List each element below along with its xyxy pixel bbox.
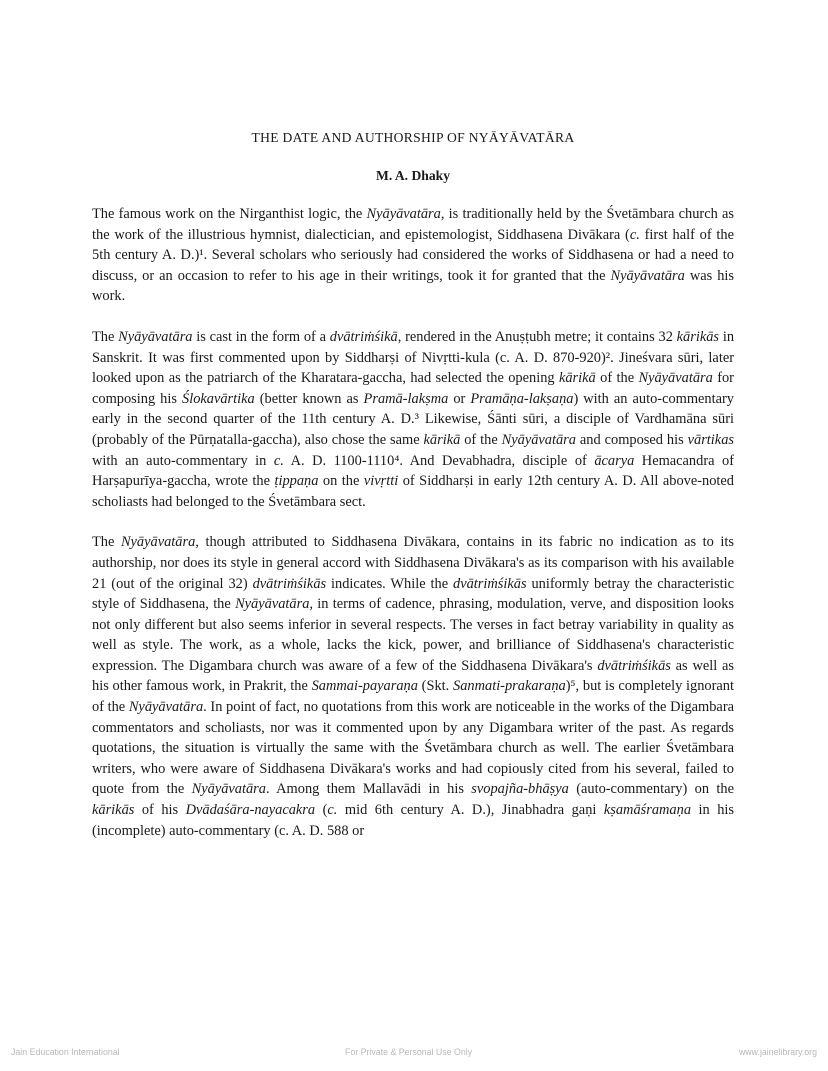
text-run: (	[315, 802, 328, 819]
text-run: was his work.	[92, 267, 734, 305]
text-run: and composed his	[575, 431, 688, 448]
document-page	[92, 130, 734, 861]
text-run: . In point of fact, no quotations from this work are noticeable in the works of the Digambara commentators and scholiasts, nor was it commented upon by any Digambara writer of the past. As regards quotations, the situation is virtually the same with the Śvetāmbara church as well. The earlier Śvetāmbara writers, who were aware of Siddhasena Divākara's works and had copiously cited from his several, failed to quote from the	[92, 699, 734, 798]
text-run: A. D. 1100-1110⁴. And Devabhadra, disciple of	[283, 452, 595, 469]
text-run: )⁵, but is completely ignorant of the	[92, 678, 734, 716]
text-run: mid 6th century A. D.), Jinabhadra gaṇi	[337, 802, 604, 819]
text-run: ) with an auto-commentary early in the second quarter of the 11th century A. D.³ Likewise, Śānti sūri, a disciple of Vardhamāna sūri (probably of the Pūrṇatalla-gaccha), also chose the same	[92, 390, 734, 448]
italic-term: kārikās	[676, 328, 720, 345]
text-run: with an auto-commentary in	[92, 452, 274, 469]
italic-term: kṣamāśramaṇa	[603, 802, 692, 819]
text-run: uniformly betray the characteristic style of Siddhasena, the	[92, 575, 734, 613]
text-run: is cast in the form of a	[192, 328, 330, 345]
italic-term: svopajña-bhāṣya	[471, 781, 569, 798]
italic-term: c.	[273, 452, 284, 469]
text-run: Hemacandra of Harṣapurīya-gaccha, wrote the	[92, 452, 734, 490]
italic-term: Nyāyāvatāra	[128, 699, 204, 716]
italic-term: vivṛtti	[363, 473, 399, 490]
text-run: of the	[595, 370, 639, 387]
text-run: in terms of cadence, phrasing, modulation, verve, and disposition looks not only different but also seems inferior in several respects. The verses in fact betray variability in quality as well as style. The work, as a whole, lacks the kick, power, and brilliance of Siddhasena's characteristic expression. The Digambara church was aware of a few of the Siddhasena Divākara's	[92, 596, 734, 674]
italic-term: ṭippaṇa	[274, 473, 319, 490]
italic-term: dvātriṁśikās	[252, 575, 327, 592]
footer-website: www.jainelibrary.org	[738, 1047, 817, 1057]
paragraph-2	[92, 327, 734, 512]
italic-term: Pramāṇa-lakṣaṇa	[470, 390, 574, 407]
text-run: (Skt.	[417, 678, 454, 695]
paragraph-3	[92, 532, 734, 841]
italic-term: Nyāyāvatāra,	[120, 534, 199, 551]
text-run: of his	[134, 802, 186, 819]
italic-term: Nyāyāvatāra	[610, 267, 685, 284]
text-run: of Siddharṣi in early 12th century A. D. All above-noted scholiasts had belonged to the Śvetāmbara sect.	[92, 473, 734, 510]
text-run: as well as his other famous work, in Prakrit, the	[92, 657, 734, 695]
text-run: in his (incomplete) auto-commentary (c. A. D. 588 or	[92, 802, 734, 839]
paragraph-1	[92, 204, 734, 307]
text-run: , rendered in the Anuṣṭubh metre; it contains 32	[397, 328, 677, 345]
italic-term: c.	[327, 802, 338, 819]
text-run: first half of the 5th century A. D.)¹. Several scholars who seriously had considered the works of Siddhasena or had a need to discuss, or an occasion to refer to his age in their writings, took it for granted that the	[92, 226, 734, 284]
text-run: for composing his	[92, 370, 734, 407]
author-name: M. A. Dhaky	[375, 168, 451, 183]
document-title: THE DATE AND AUTHORSHIP OF NYĀYĀVATĀRA	[251, 130, 575, 145]
italic-term: dvātriṁśikā	[329, 328, 398, 345]
footer-publisher: Jain Education International	[11, 1047, 120, 1057]
text-run: . Among them Mallavādi in his	[265, 781, 472, 798]
italic-term: dvātriṁśikās	[597, 657, 671, 674]
italic-term: dvātriṁśikās	[453, 575, 527, 592]
italic-term: Nyāyāvatāra	[118, 328, 193, 345]
page-footer	[0, 1047, 828, 1061]
text-run: though attributed to Siddhasena Divākara, contains in its fabric no indication as to its authorship, nor does its style in general accord with Siddhasena Divākara's as its comparison with his available 21 (out of the original 32)	[92, 534, 734, 592]
text-run: or	[448, 390, 471, 407]
italic-term: Sammai-payaraṇa	[311, 678, 418, 695]
italic-term: kārikā	[558, 370, 596, 387]
text-run: in Sanskrit. It was first commented upon by Siddharṣi of Nivṛtti-kula (c. A. D. 870-920)². Jineśvara sūri, later looked upon as the patriarch of the Kharatara-gaccha, had selected the opening	[92, 328, 735, 387]
text-run: , is traditionally held by the Śvetāmbara church as the work of the illustrious hymnist, dialectician, and epistemologist, Siddhasena Divākara (	[92, 206, 734, 243]
text-run: The	[92, 328, 119, 345]
italic-term: kārikās	[92, 802, 135, 819]
italic-term: Nyāyāvatāra	[501, 431, 576, 448]
text-run: indicates. While the	[326, 575, 453, 592]
italic-term: vārtikas	[687, 431, 734, 448]
italic-term: Nyāyāvatāra	[366, 206, 441, 222]
italic-term: c.	[629, 226, 640, 243]
italic-term: Dvādaśāra-nayacakra	[185, 802, 316, 819]
italic-term: ācarya	[594, 452, 635, 469]
text-run: The famous work on the Nirganthist logic, the	[92, 206, 367, 222]
italic-term: kārikā	[423, 431, 461, 448]
italic-term: Pramā-lakṣma	[363, 390, 449, 407]
italic-term: Sanmati-prakaraṇa	[453, 678, 566, 695]
body-text	[92, 204, 734, 841]
footer-usage-notice: For Private & Personal Use Only	[345, 1047, 473, 1057]
text-run: on the	[318, 473, 364, 490]
italic-term: Nyāyāvatāra	[191, 781, 266, 798]
text-run: The	[92, 534, 121, 551]
italic-term: Nyāyāvatāra,	[235, 596, 313, 613]
italic-term: Nyāyāvatāra	[638, 370, 713, 387]
text-run: (auto-commentary) on the	[568, 781, 734, 798]
text-run: (better known as	[254, 390, 364, 407]
text-run: of the	[460, 431, 502, 448]
italic-term: Ślokavārtika	[182, 390, 255, 407]
